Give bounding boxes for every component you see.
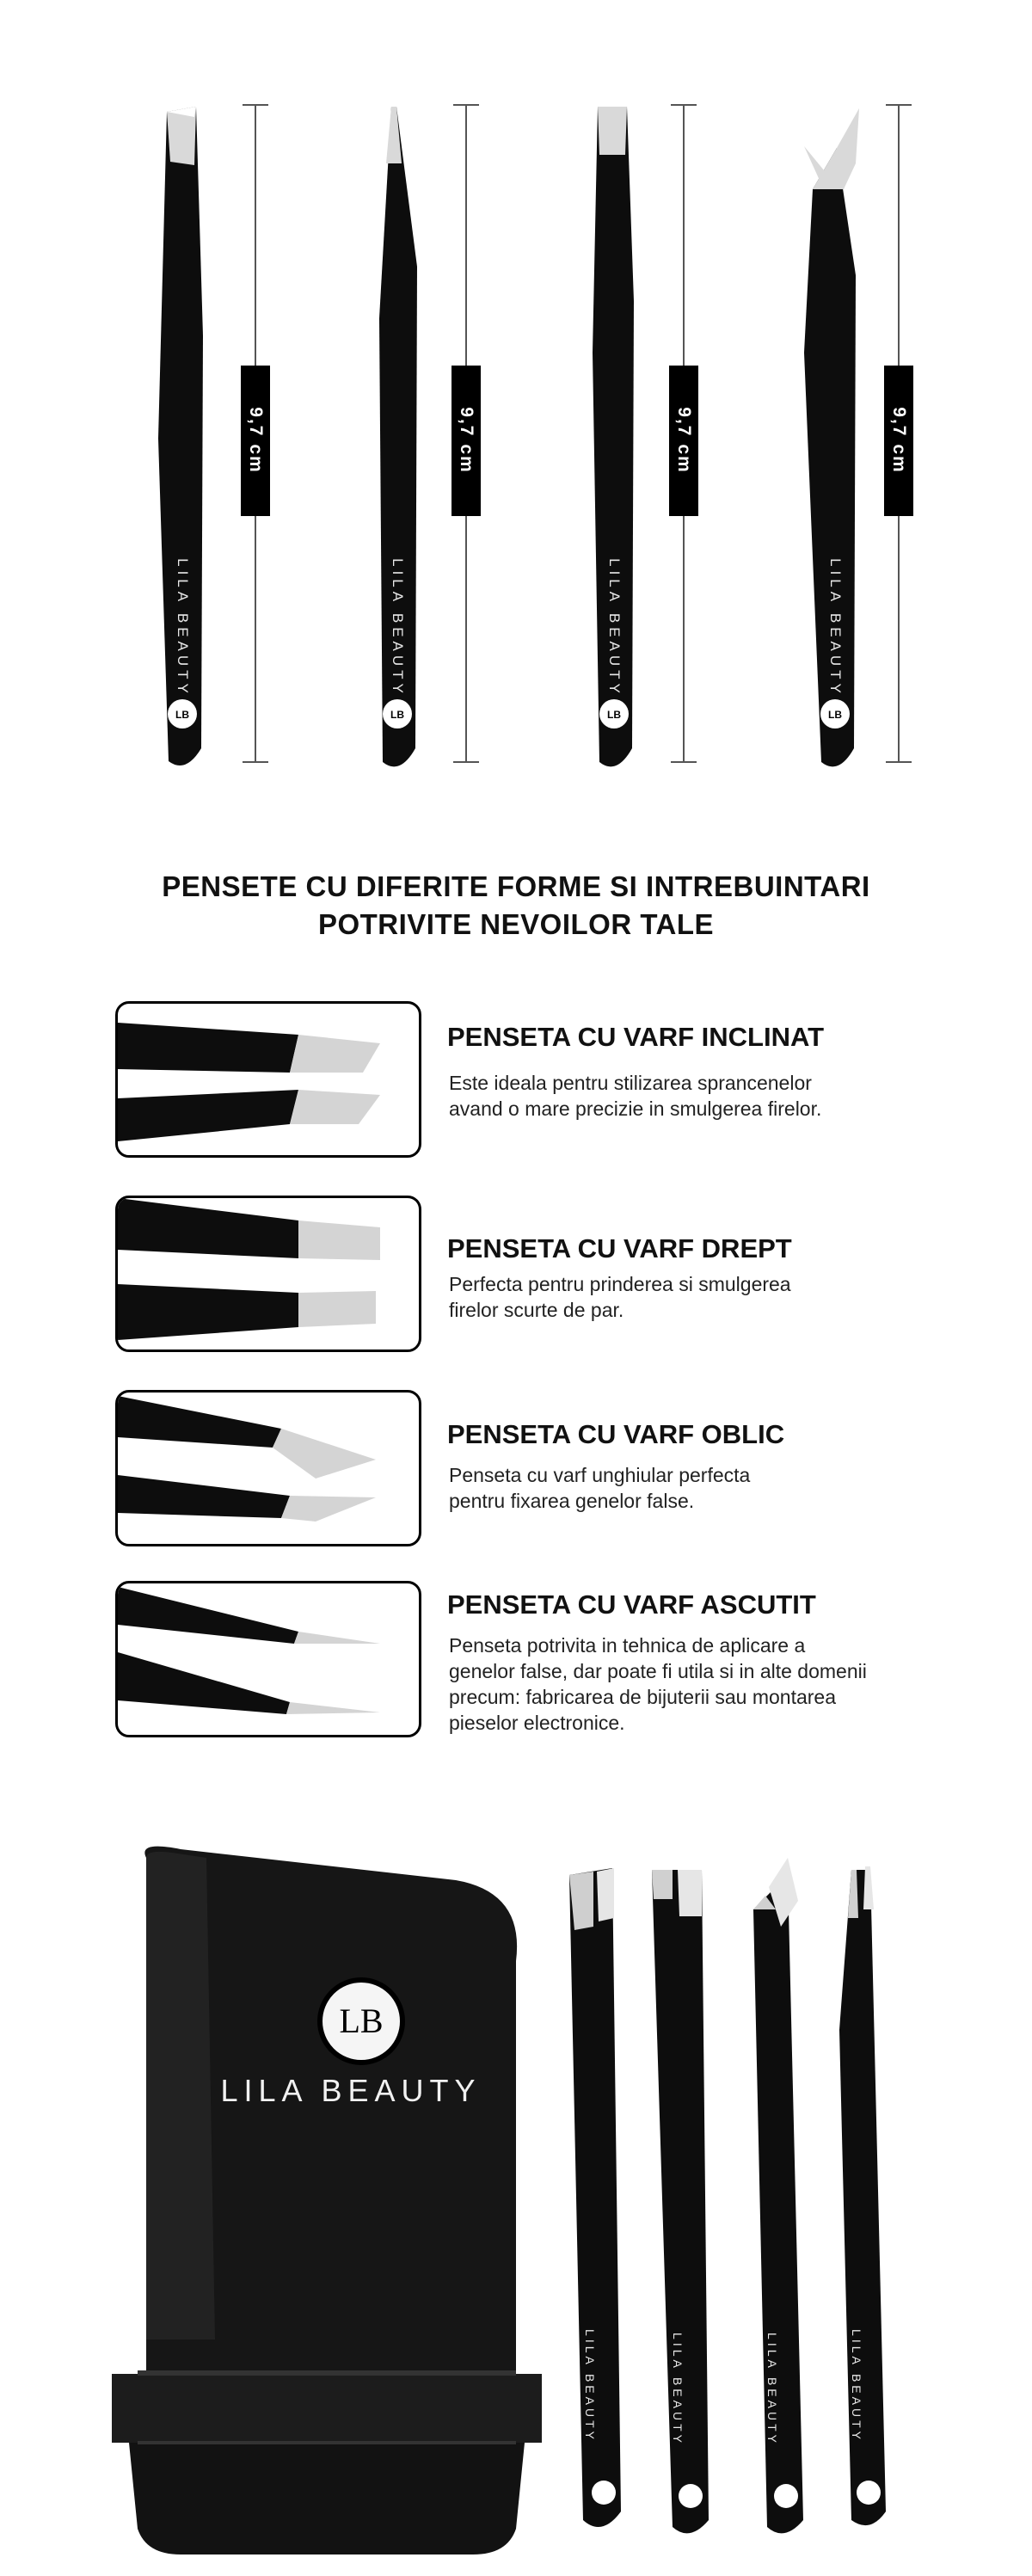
desc-line: firelor scurte de par. — [449, 1299, 624, 1321]
type-desc-oblique — [449, 1462, 965, 1514]
brand-imprint: LILA BEAUTY — [671, 2333, 685, 2446]
type-title-pointed: PENSETA CU VARF ASCUTIT — [447, 1589, 816, 1620]
desc-line: avand o mare precizie in smulgerea firelor. — [449, 1097, 822, 1120]
type-title-slanted: PENSETA CU VARF INCLINAT — [447, 1022, 825, 1052]
desc-line: genelor false, dar poate fi utila si in alte domenii — [449, 1660, 867, 1682]
oblique-tip-closeup — [118, 1393, 419, 1544]
type-title-straight: PENSETA CU VARF DREPT — [447, 1233, 792, 1263]
desc-line: Este ideala pentru stilizarea sprancenelor — [449, 1072, 812, 1094]
length-label: 9,7 cm — [674, 407, 694, 474]
brand-imprint: LILA BEAUTY — [583, 2329, 597, 2443]
type-image-pointed — [115, 1581, 421, 1737]
tweezer-oblique-measured — [787, 95, 1002, 783]
section-heading-line-2: POTRIVITE NEVOILOR TALE — [317, 908, 715, 940]
desc-line: Perfecta pentru prinderea si smulgerea — [449, 1273, 791, 1295]
lb-monogram-icon: LB — [175, 709, 189, 721]
lb-monogram-icon: LB — [607, 709, 621, 721]
desc-line: Penseta cu varf unghiular perfecta — [449, 1464, 751, 1486]
lb-monogram-icon: LB — [339, 2001, 384, 2040]
tweezer-set-graphic — [559, 1858, 920, 2546]
brand-imprint: LILA BEAUTY — [765, 2333, 779, 2446]
desc-line: pentru fixarea genelor false. — [449, 1490, 695, 1512]
length-label: 9,7 cm — [246, 407, 266, 474]
lb-monogram-icon: LB — [390, 709, 404, 721]
desc-line: Penseta potrivita in tehnica de aplicare a — [449, 1634, 806, 1657]
brand-imprint: LILA BEAUTY — [606, 558, 623, 698]
tweezer-straight-measured — [572, 95, 787, 783]
length-label: 9,7 cm — [889, 407, 909, 474]
desc-line: precum: fabricarea de bijuterii sau montarea — [449, 1686, 837, 1708]
case-brand-name: LILA BEAUTY — [220, 2073, 482, 2108]
section-heading-line-1: PENSETE CU DIFERITE FORME SI INTREBUINTARI — [162, 870, 870, 902]
type-desc-straight — [449, 1271, 965, 1323]
type-image-straight — [115, 1196, 421, 1352]
slanted-tip-closeup — [118, 1004, 419, 1155]
type-title-oblique: PENSETA CU VARF OBLIC — [447, 1419, 785, 1449]
brand-imprint: LILA BEAUTY — [175, 558, 191, 698]
brand-imprint: LILA BEAUTY — [850, 2329, 863, 2443]
leather-case-graphic — [112, 1841, 542, 2563]
type-desc-slanted — [449, 1070, 965, 1122]
pointed-tip-closeup — [118, 1583, 419, 1735]
type-desc-pointed — [449, 1632, 965, 1736]
straight-tip-closeup — [118, 1198, 419, 1349]
tweezer-pointed-measured — [357, 95, 572, 783]
type-image-slanted — [115, 1001, 421, 1158]
desc-line: pieselor electronice. — [449, 1712, 625, 1734]
lb-monogram-icon: LB — [828, 709, 842, 721]
type-image-oblique — [115, 1390, 421, 1546]
length-label: 9,7 cm — [457, 407, 476, 474]
brand-imprint: LILA BEAUTY — [390, 558, 406, 698]
brand-imprint: LILA BEAUTY — [827, 558, 844, 698]
tweezer-slanted-measured — [146, 95, 361, 783]
